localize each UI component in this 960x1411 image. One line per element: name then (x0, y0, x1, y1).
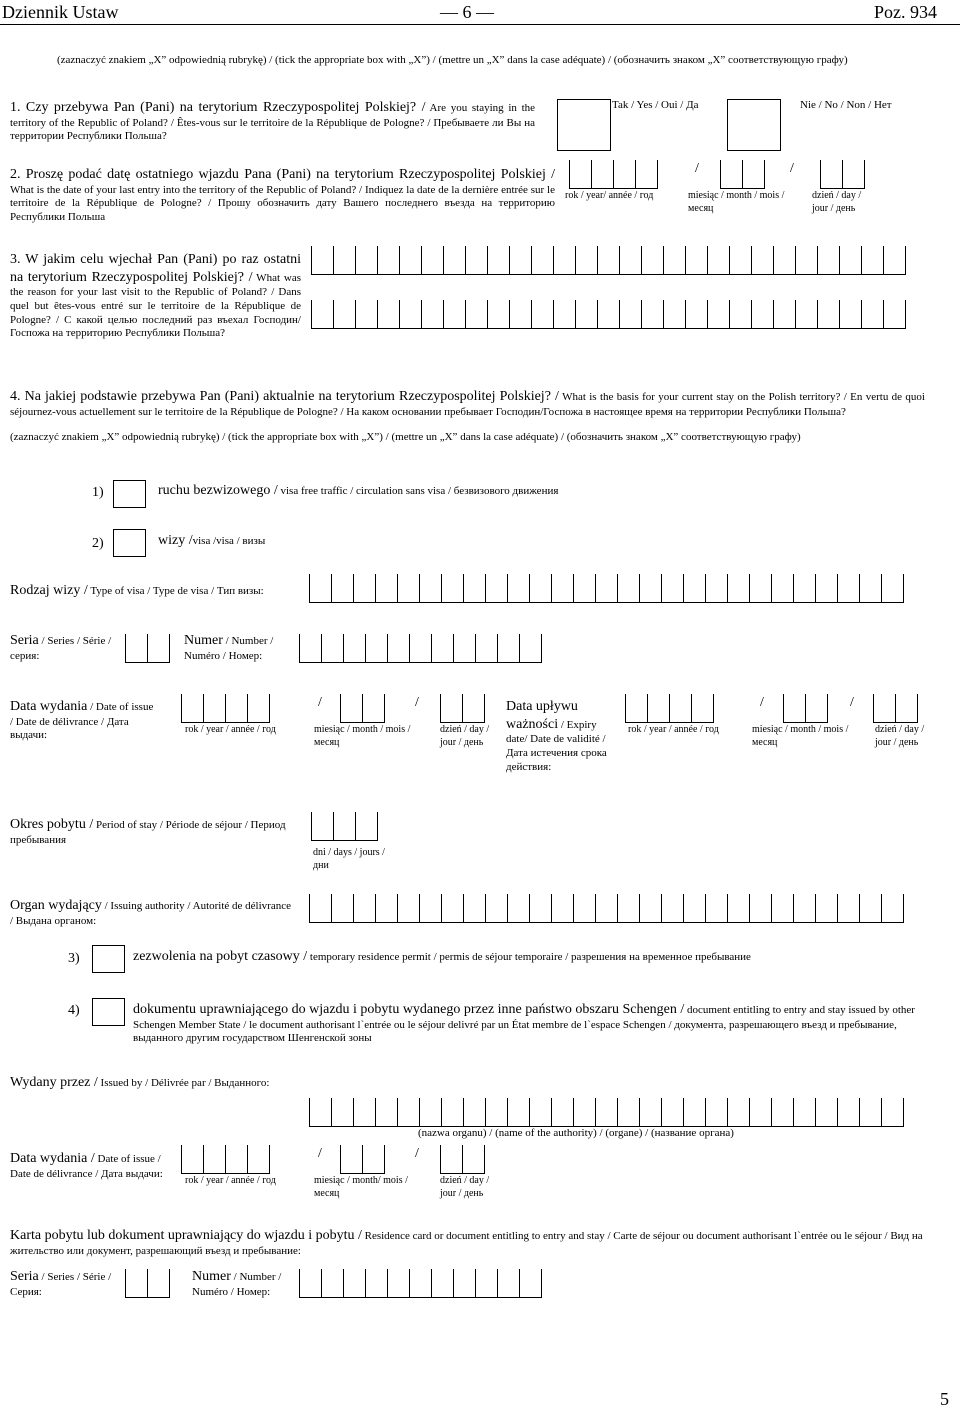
series-2-field[interactable] (125, 1269, 170, 1298)
issue-date-2-translations: Date of issue / Date de délivrance / Дата выдачи: (10, 1153, 163, 1180)
option-3-main: zezwolenia na pobyt czasowy / (133, 949, 308, 964)
series-2-label (10, 1268, 118, 1299)
question-2-main: 2. Proszę podać datę ostatniego wjazdu Pana (Pani) na terytorium Rzeczypospolitej Polskiej / (10, 167, 555, 182)
option-3-label (133, 948, 751, 966)
number-2-label (192, 1268, 298, 1299)
expiry-year-label: rok / year / année / год (628, 724, 719, 735)
series-main: Seria (10, 633, 39, 648)
date-separator: / (318, 695, 322, 710)
question-3-main: 3. W jakim celu wjechał Pan (Pani) po raz ostatni na terytorium Rzeczypospolitej Polskiej? / (10, 252, 301, 285)
visa-type-label (10, 582, 264, 600)
issued-by-translations: Issued by / Délivrée par / Выданного: (97, 1077, 270, 1089)
expiry-year-field[interactable] (625, 694, 714, 723)
option-4-translations: document entitling to entry and stay issued by other Schengen Member State / le document authorisant l`entrée ou le séjour delivré par un État membre de l`espace Schengen / документа, разрешающего въезд и пребывание, выданного другим государством Шенгенской зоны (133, 1004, 915, 1045)
issue2-month-label: miesiąc / month/ mois / месяц (314, 1175, 408, 1199)
date-separator: / (760, 695, 764, 710)
expiry-month-label: miesiąc / month / mois / месяц (752, 724, 849, 748)
question-2-translations: What is the date of your last entry into the territory of the Republic of Poland? / Indiquez la date de la dernière entrée sur le territoire de la République de Pologne? / Прошу обозначить дату Вашего последнего въезда на территорию Республики Польша (10, 183, 555, 223)
option-3-checkbox[interactable] (92, 945, 125, 973)
date-separator: / (415, 695, 419, 710)
authority-label (10, 897, 295, 928)
q1-no-label: Nie / No / Non / Нет (800, 99, 892, 111)
series-field[interactable] (125, 634, 170, 663)
authority-translations: / Issuing authority / Autorité de délivrance / Выдана органом: (10, 900, 291, 927)
authority-main: Organ wydający (10, 898, 102, 913)
issued-by-main: Wydany przez / (10, 1075, 98, 1090)
issue2-day-field[interactable] (440, 1145, 485, 1174)
question-3 (10, 251, 301, 341)
series-label (10, 632, 118, 663)
header-rule (0, 24, 960, 25)
period-label (10, 816, 302, 847)
issue-date-label (10, 698, 155, 743)
position-number: Poz. 934 (874, 2, 937, 22)
option-2-label (158, 532, 265, 550)
journal-title: Dziennik Ustaw (2, 2, 119, 22)
option-3-translations: temporary residence permit / permis de séjour temporaire / разрешения на временное пребывание (307, 951, 751, 963)
question-1-main: 1. Czy przebywa Pan (Pani) na terytorium Rzeczypospolitej Polskiej? / (10, 100, 426, 115)
date-separator: / (415, 1146, 419, 1161)
date-separator: / (695, 161, 699, 176)
issue-month-field[interactable] (340, 694, 385, 723)
series-translations: / Series / Série / серия: (10, 635, 112, 662)
option-2-checkbox[interactable] (113, 529, 146, 557)
q2-month-label: miesiąc / month / mois / месяц (688, 190, 785, 214)
option-1-main: ruchu bezwizowego / (158, 483, 278, 498)
date-separator: / (790, 161, 794, 176)
page-indicator: — 6 — (440, 2, 494, 22)
period-days-field[interactable] (311, 812, 378, 841)
series-2-translations: / Series / Série / Серия: (10, 1271, 112, 1298)
expiry-date-translations: / Expiry date/ Date de validité / Дата истечения срока действия: (506, 718, 607, 773)
issue-date-2-main: Data wydania / (10, 1151, 95, 1166)
issue2-month-field[interactable] (340, 1145, 385, 1174)
number-2-main: Numer (192, 1269, 231, 1284)
issued-by-caption: (nazwa organu) / (name of the authority) / (organe) / (название органа) (418, 1127, 734, 1139)
issue-month-label: miesiąc / month / mois / месяц (314, 724, 411, 748)
date-separator: / (850, 695, 854, 710)
period-translations: Period of stay / Période de séjour / Период пребывания (10, 819, 286, 846)
intro-note: (zaznaczyć znakiem „X” odpowiednią rubrykę) / (tick the appropriate box with „X”) / (mettre un „X” dans la case adéquate) / (обозначить знаком „X” соответствующую графу) (57, 54, 848, 66)
visa-type-main: Rodzaj wizy / (10, 583, 88, 598)
visa-type-field[interactable] (309, 574, 904, 603)
issue-date-main: Data wydania (10, 699, 88, 714)
q1-no-checkbox[interactable] (727, 99, 781, 151)
issue2-year-label: rok / year / année / год (185, 1175, 276, 1186)
period-days-label: dni / days / jours / дни (313, 847, 385, 871)
option-4-label (133, 1001, 923, 1046)
option-2-translations: visa /visa / визы (192, 535, 266, 547)
question-4-translations: What is the basis for your current stay on the Polish territory? / En vertu de quoi séjournez-vous actuellement sur le territoire de la République de Pologne? / На каком основании пребывает Господин/Госпожа в настоящее время на территории Республики Польша? (10, 391, 925, 418)
option-2-main: wizy / (158, 533, 193, 548)
option-4-main: dokumentu uprawniającego do wjazdu i pobytu wydanego przez inne państwo obszaru Schengen / (133, 1002, 685, 1017)
number-field[interactable] (299, 634, 542, 663)
q2-day-field[interactable] (820, 160, 865, 189)
series-2-main: Seria (10, 1269, 39, 1284)
issue-date-translations: / Date of issue / Date de délivrance / Дата выдачи: (10, 701, 154, 742)
option-4-checkbox[interactable] (92, 998, 125, 1026)
authority-field[interactable] (309, 894, 904, 923)
expiry-day-field[interactable] (873, 694, 918, 723)
question-4-main: 4. Na jakiej podstawie przebywa Pan (Pani) aktualnie na terytorium Rzeczypospolitej Polskiej? / (10, 389, 559, 404)
issue2-day-label: dzień / day / jour / день (440, 1175, 490, 1199)
q4-instruction: (zaznaczyć znakiem „X” odpowiednią rubrykę) / (tick the appropriate box with „X”) / (mettre un „X” dans la case adéquate) / (обозначить знаком „X” соответствующую графу) (10, 431, 801, 443)
visa-type-translations: Type of visa / Type de visa / Тип визы: (87, 585, 264, 597)
expiry-day-label: dzień / day / jour / день (875, 724, 925, 748)
expiry-date-main: Data upływu ważności (506, 699, 578, 732)
number-translations: / Number / Numéro / Номер: (184, 635, 274, 662)
expiry-date-label (506, 698, 616, 774)
option-1-number: 1) (92, 485, 104, 500)
date-separator: / (318, 1146, 322, 1161)
q2-year-field[interactable] (569, 160, 658, 189)
q3-reason-field-line2[interactable] (311, 300, 906, 329)
number-2-translations: / Number / Numéro / Номер: (192, 1271, 282, 1298)
option-1-checkbox[interactable] (113, 480, 146, 508)
number-main: Numer (184, 633, 223, 648)
question-4 (10, 388, 925, 419)
q2-month-field[interactable] (720, 160, 765, 189)
issue2-year-field[interactable] (181, 1145, 270, 1174)
number-2-field[interactable] (299, 1269, 542, 1298)
question-2 (10, 166, 555, 225)
residence-card-translations: Residence card or document entitling to entry and stay / Carte de séjour ou document authorisant l`entrée ou le séjour / Вид на жительство или документ, разрешающий въезд и пребывание: (10, 1230, 923, 1257)
residence-card-main: Karta pobytu lub dokument uprawniający do wjazdu i pobytu / (10, 1228, 362, 1243)
q1-yes-checkbox[interactable] (557, 99, 611, 151)
number-label (184, 632, 294, 663)
question-3-translations: What was the reason for your last visit to the Republic of Poland? / Dans quel but êtes-vous entré sur le territoire de la République de Pologne? / С какой целью последний раз въехал Господин/Госпожа на территорию Республики Польша? (10, 271, 301, 340)
issue-day-label: dzień / day / jour / день (440, 724, 490, 748)
option-4-number: 4) (68, 1003, 80, 1018)
option-2-number: 2) (92, 536, 104, 551)
period-main: Okres pobytu / (10, 817, 94, 832)
question-1 (10, 99, 535, 144)
option-3-number: 3) (68, 951, 80, 966)
expiry-month-field[interactable] (783, 694, 828, 723)
q2-day-label: dzień / day / jour / день (812, 190, 862, 214)
option-1-translations: visa free traffic / circulation sans visa / безвизового движения (277, 485, 559, 497)
issued-by-label (10, 1074, 269, 1092)
option-1-label (158, 482, 558, 500)
residence-card-label (10, 1227, 945, 1258)
issued-by-field[interactable] (309, 1098, 904, 1127)
issue-day-field[interactable] (440, 694, 485, 723)
q2-year-label: rok / year/ année / год (565, 190, 654, 201)
issue-year-label: rok / year / année / год (185, 724, 276, 735)
q3-reason-field-line1[interactable] (311, 246, 906, 275)
page-number: 5 (940, 1389, 949, 1409)
question-1-translations: Are you staying in the territory of the Republic of Poland? / Êtes-vous sur le territoire de la République de Pologne? / Пребываете ли Вы на территории Республики Польша? (10, 102, 536, 143)
issue-date-2-label (10, 1150, 180, 1181)
q1-yes-label: Tak / Yes / Oui / Да (612, 99, 699, 111)
issue-year-field[interactable] (181, 694, 270, 723)
